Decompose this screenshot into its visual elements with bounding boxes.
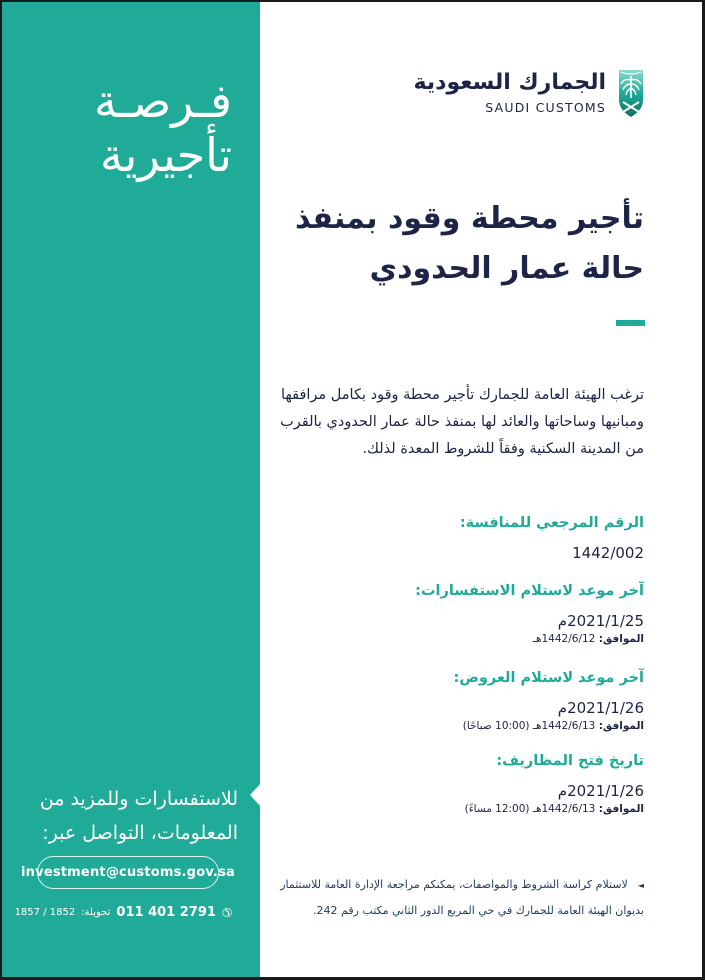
inquiries-deadline-date: 2021/1/25م <box>557 612 644 630</box>
phone-contact[interactable] <box>14 905 232 920</box>
envelopes-opening-section <box>465 750 644 816</box>
title-underline-accent <box>616 320 645 326</box>
triangle-bullet-icon: ◄ <box>637 881 644 890</box>
description-line: ومبانيها وساحاتها والعائد لها بمنفذ حالة عمار الحدودي بالقرب <box>280 414 644 430</box>
description-line: ترغب الهيئة العامة للجمارك تأجير محطة وقود بكامل مرافقها <box>281 387 644 403</box>
offers-deadline-hijri <box>454 719 644 733</box>
page-title-line2: حالة عمار الحدودي <box>369 251 644 286</box>
offers-deadline-date: 2021/1/26م <box>557 699 644 717</box>
envelopes-opening-hijri <box>465 802 644 816</box>
sidebar-title-line2: تأجيرية <box>100 128 232 182</box>
hijri-label: الموافق: <box>598 633 644 645</box>
description-paragraph <box>280 382 644 463</box>
hijri-date: 1442/6/13هـ <box>532 720 596 732</box>
offers-deadline-section <box>454 667 644 733</box>
saudi-customs-logo <box>414 68 644 118</box>
extension-value: 1857 / 1852 <box>14 907 76 918</box>
contact-heading-line1: للاستفسارات وللمزيد من <box>39 788 238 810</box>
inquiries-deadline-label: آخر موعد لاستلام الاستفسارات: <box>415 583 644 599</box>
extension-label: تحويلة: <box>81 907 111 918</box>
reference-value: 1442/002 <box>572 544 644 562</box>
note-line2: بديوان الهيئة العامة للجمارك في حي المربع الدور الثاني مكتب رقم 242. <box>313 904 644 917</box>
email-text: investment@customs.gov.sa <box>21 865 235 880</box>
time: (10:00 صباحًا) <box>462 720 530 732</box>
conditions-booklet-note <box>264 872 644 923</box>
hijri-date: 1442/6/12هـ <box>532 633 596 645</box>
contact-heading-line2: المعلومات، التواصل عبر: <box>42 822 238 844</box>
sidebar-title-line1: فـرصـة <box>93 74 232 128</box>
inquiries-deadline-section <box>415 580 644 646</box>
phone-number: 011 401 2791 <box>116 905 216 920</box>
envelopes-opening-date: 2021/1/26م <box>557 782 644 800</box>
hijri-label: الموافق: <box>598 803 644 815</box>
time: (12:00 مساءً) <box>464 803 530 815</box>
note-line1: لاستلام كراسة الشروط والمواصفات، يمكنكم مراجعة الإدارة العامة للاستثمار <box>280 878 628 891</box>
phone-icon: ✆ <box>221 905 232 920</box>
description-line: من المدينة السكنية وفقاً للشروط المعدة لذلك. <box>362 441 644 457</box>
hijri-date: 1442/6/13هـ <box>532 803 596 815</box>
envelopes-opening-label: تاريخ فتح المظاريف: <box>496 753 644 769</box>
logo-text-english: SAUDI CUSTOMS <box>485 100 606 115</box>
hijri-label: الموافق: <box>598 720 644 732</box>
reference-number-section <box>460 512 644 564</box>
reference-label: الرقم المرجعي للمنافسة: <box>459 515 644 531</box>
page-title <box>295 194 644 294</box>
page-title-line1: تأجير محطة وقود بمنفذ <box>294 201 644 236</box>
palm-swords-emblem-icon <box>618 68 644 118</box>
sidebar-title <box>94 74 232 182</box>
logo-text-arabic: الجمارك السعودية <box>413 70 606 95</box>
contact-heading <box>40 782 238 850</box>
sidebar-panel <box>2 2 260 977</box>
inquiries-deadline-hijri <box>415 632 644 646</box>
email-link[interactable] <box>21 856 235 889</box>
offers-deadline-label: آخر موعد لاستلام العروض: <box>453 670 644 686</box>
sidebar-notch <box>250 782 262 808</box>
tender-announcement-page <box>2 2 702 977</box>
